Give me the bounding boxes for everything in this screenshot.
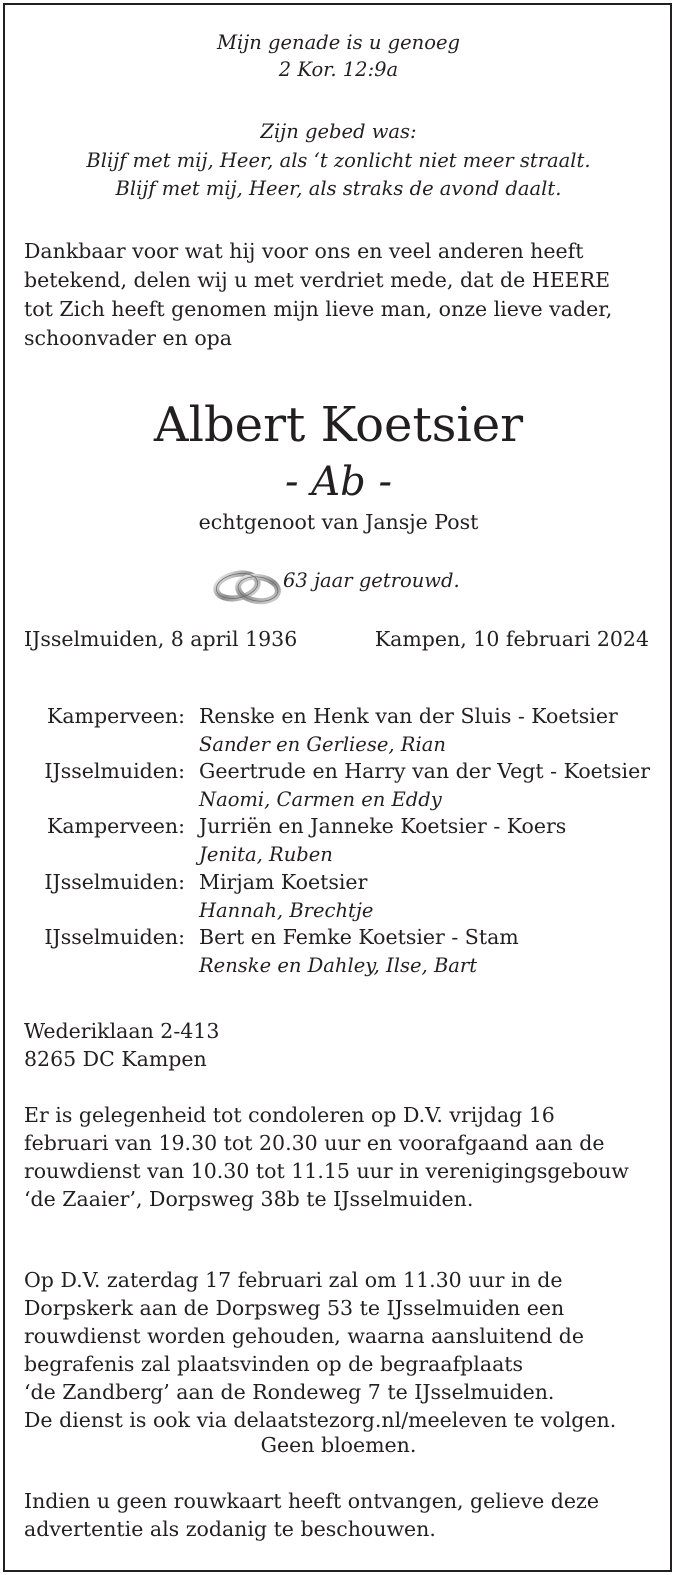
- address-street: Wederiklaan 2-413: [24, 1019, 220, 1043]
- intro-line: Dankbaar voor wat hij voor ons en veel anderen heeft: [24, 239, 584, 263]
- family-children: Naomi, Carmen en Eddy: [199, 788, 442, 811]
- service-line: Op D.V. zaterdag 17 februari zal om 11.30 uur in de: [24, 1268, 563, 1292]
- family-place: Kamperveen:: [47, 814, 185, 838]
- closing-line: advertentie als zodanig te beschouwen.: [24, 1517, 436, 1541]
- intro-line: tot Zich heeft genomen mijn lieve man, onze lieve vader,: [24, 297, 613, 321]
- deceased-nickname: - Ab -: [285, 459, 392, 505]
- family-place: Kamperveen:: [47, 704, 185, 728]
- family-children: Renske en Dahley, Ilse, Bart: [199, 954, 478, 977]
- prayer-line: Blijf met mij, Heer, als ‘t zonlicht niet meer straalt.: [86, 149, 591, 172]
- intro-line: schoonvader en opa: [24, 326, 233, 350]
- verse-reference: 2 Kor. 12:9a: [278, 58, 399, 81]
- verse-line: Mijn genade is u genoeg: [217, 31, 460, 54]
- intro-line: betekend, delen wij u met verdriet mede, dat de HEERE: [24, 268, 611, 292]
- service-line: De dienst is ook via delaatstezorg.nl/meeleven te volgen.: [24, 1408, 617, 1432]
- deceased-name: Albert Koetsier: [153, 397, 524, 453]
- birth-line: IJsselmuiden, 8 april 1936: [24, 627, 298, 651]
- condolence-line: Er is gelegenheid tot condoleren op D.V. vrijdag 16: [24, 1103, 555, 1127]
- condolence-line: rouwdienst van 10.30 tot 11.15 uur in verenigingsgebouw: [24, 1159, 629, 1183]
- condolence-line: februari van 19.30 tot 20.30 uur en voorafgaand aan de: [24, 1131, 605, 1155]
- service-line: Dorpskerk aan de Dorpsweg 53 te IJsselmuiden een: [24, 1296, 565, 1320]
- family-children: Jenita, Ruben: [199, 843, 333, 866]
- address-city: 8265 DC Kampen: [24, 1047, 207, 1071]
- condolence-line: ‘de Zaaier’, Dorpsweg 38b te IJsselmuiden.: [24, 1187, 474, 1211]
- prayer-line: Blijf met mij, Heer, als straks de avond daalt.: [115, 177, 562, 200]
- family-place: IJsselmuiden:: [44, 925, 185, 949]
- family-names: Mirjam Koetsier: [199, 870, 368, 894]
- family-names: Bert en Femke Koetsier - Stam: [199, 925, 519, 949]
- service-line: rouwdienst worden gehouden, waarna aansluitend de: [24, 1324, 585, 1348]
- family-names: Renske en Henk van der Sluis - Koetsier: [199, 704, 618, 728]
- closing-line: Indien u geen rouwkaart heeft ontvangen, gelieve deze: [24, 1489, 599, 1513]
- service-line: begrafenis zal plaatsvinden op de begraafplaats: [24, 1352, 524, 1376]
- wedding-rings-icon: [211, 566, 283, 606]
- death-line: Kampen, 10 februari 2024: [374, 627, 649, 651]
- spouse-line: echtgenoot van Jansje Post: [198, 510, 479, 534]
- family-children: Hannah, Brechtje: [199, 899, 374, 922]
- family-names: Jurriën en Janneke Koetsier - Koers: [199, 814, 567, 838]
- family-place: IJsselmuiden:: [44, 759, 185, 783]
- no-flowers-note: Geen bloemen.: [260, 1433, 417, 1457]
- marriage-years: 63 jaar getrouwd.: [283, 569, 460, 592]
- family-place: IJsselmuiden:: [44, 870, 185, 894]
- family-names: Geertrude en Harry van der Vegt - Koetsier: [199, 759, 651, 783]
- service-line: ‘de Zandberg’ aan de Rondeweg 7 te IJsselmuiden.: [24, 1380, 555, 1404]
- prayer-intro: Zijn gebed was:: [260, 120, 417, 143]
- family-children: Sander en Gerliese, Rian: [199, 733, 446, 756]
